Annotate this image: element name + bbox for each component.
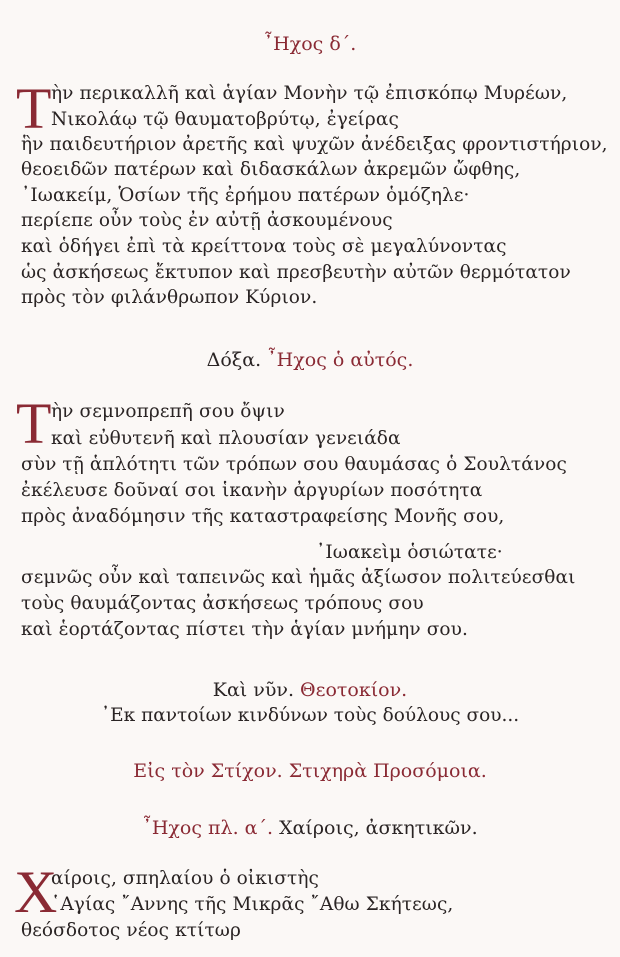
section2-line-4: ἐκέλευσε δοῦναί σοι ἱκανὴν ἀργυρίων ποσότητα bbox=[21, 480, 483, 501]
section2-heading bbox=[0, 349, 620, 371]
section1-line-1: ὴν περικαλλῆ καὶ ἁγίαν Μονὴν τῷ ἐπισκόπῳ Μυρέων, bbox=[51, 83, 568, 104]
section2-line-1: ὴν σεμνοπρεπῆ σου ὄψιν bbox=[51, 401, 285, 422]
section1-line-7: καὶ ὁδήγει ἐπὶ τὰ κρείττονα τοὺς σὲ μεγαλύνοντας bbox=[21, 236, 507, 257]
section2-heading-doxa: Δόξα. bbox=[206, 349, 262, 371]
section2-heading-tone: ῏Ηχος ὁ αὐτός. bbox=[267, 349, 414, 371]
section1-line-5: ᾿Ιωακείμ, Ὁσίων τῆς ἐρήμου πατέρων ὁμόζηλε· bbox=[21, 185, 470, 206]
section5-heading bbox=[0, 817, 620, 839]
section4-heading: Εἰς τὸν Στίχον. Στιχηρὰ Προσόμοια. bbox=[133, 760, 487, 782]
section3-line: ᾿Εκ παντοίων κινδύνων τοὺς δούλους σου... bbox=[100, 705, 520, 726]
section5-drop-letter: Χ bbox=[14, 859, 58, 925]
section3-heading bbox=[0, 679, 620, 701]
section3-heading-theotokion: Θεοτοκίον. bbox=[300, 679, 408, 701]
section2-line-5: πρὸς ἀναδόμησιν τῆς καταστραφείσης Μονῆς σου, bbox=[21, 506, 505, 527]
section2-line-7: σεμνῶς οὖν καὶ ταπεινῶς καὶ ἡμᾶς ἀξίωσον πολιτεύεσθαι bbox=[21, 567, 576, 588]
section1-line-9: πρὸς τὸν φιλάνθρωπον Κύριον. bbox=[21, 287, 318, 308]
section1-heading: ῏Ηχος δ΄. bbox=[263, 33, 357, 55]
section1-line-3: ἣν παιδευτήριον ἀρετῆς καὶ ψυχῶν ἀνέδειξας φροντιστήριον, bbox=[21, 134, 608, 155]
section1-line-8: ὡς ἀσκήσεως ἔκτυπον καὶ πρεσβευτὴν αὐτῶν θερμότατον bbox=[21, 262, 571, 283]
section3-heading-kai-nyn: Καὶ νῦν. bbox=[212, 679, 294, 701]
section5-line-1: αίροις, σπηλαίου ὁ οἰκιστὴς bbox=[51, 868, 319, 889]
section1-drop-letter: Τ bbox=[16, 76, 52, 141]
section2-line-8: τοὺς θαυμάζοντας ἀσκήσεως τρόπους σου bbox=[21, 593, 424, 614]
section2-line-9: καὶ ἑορτάζοντας πίστει τὴν ἁγίαν μνήμην σου. bbox=[21, 619, 468, 640]
section2-line-3: σὺν τῇ ἁπλότητι τῶν τρόπων σου θαυμάσας ὁ Σουλτάνος bbox=[21, 454, 567, 475]
section5-line-2: ῾Αγίας ῎Αννης τῆς Μικρᾶς ῎Αθω Σκήτεως, bbox=[51, 894, 454, 915]
section5-heading-tone: ῏Ηχος πλ. α΄. bbox=[142, 817, 274, 839]
section2-drop-letter: Τ bbox=[16, 391, 52, 456]
section1-line-4: θεοειδῶν πατέρων καὶ διδασκάλων ἀκρεμῶν ὤφθης, bbox=[21, 159, 521, 180]
section1-line-6: περίεπε οὖν τοὺς ἐν αὐτῇ ἀσκουμένους bbox=[21, 210, 393, 231]
section2-line-6: ᾿Ιωακεὶμ ὁσιώτατε· bbox=[316, 542, 503, 563]
section5-heading-prosomoion: Χαίροις, ἀσκητικῶν. bbox=[279, 817, 478, 839]
section5-line-3: θεόσδοτος νέος κτίτωρ bbox=[21, 920, 241, 941]
section1-line-2: Νικολάῳ τῷ θαυματοβρύτῳ, ἐγείρας bbox=[51, 109, 399, 130]
section2-line-2: καὶ εὐθυτενῆ καὶ πλουσίαν γενειάδα bbox=[51, 428, 401, 449]
